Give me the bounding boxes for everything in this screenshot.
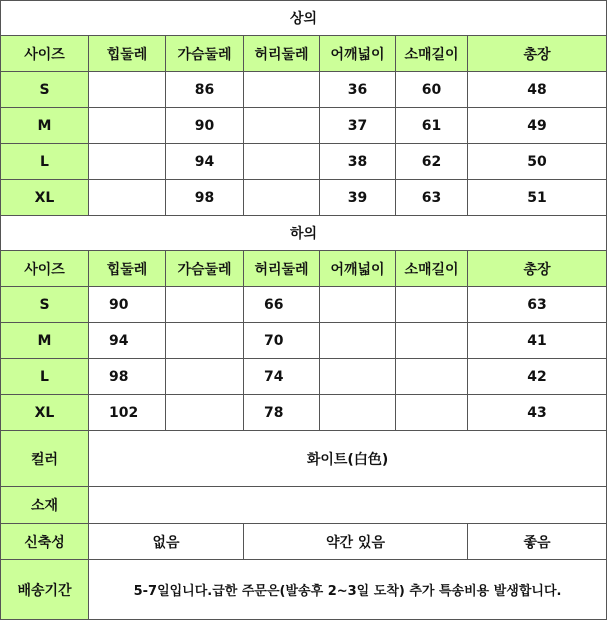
table-row <box>1 144 607 180</box>
header-chest: 가슴둘레 <box>166 36 244 72</box>
waist-cell: 70 <box>244 323 320 359</box>
table-row <box>1 72 607 108</box>
chest-cell: 86 <box>166 72 244 108</box>
header-sleeve: 소매길이 <box>396 36 468 72</box>
size-cell: M <box>1 108 89 144</box>
shipping-label: 배송기간 <box>1 560 89 620</box>
sleeve-cell: 60 <box>396 72 468 108</box>
size-cell: XL <box>1 180 89 216</box>
hip-cell: 102 <box>89 395 166 431</box>
size-cell: L <box>1 144 89 180</box>
table-row <box>1 180 607 216</box>
sleeve-cell: 62 <box>396 144 468 180</box>
hip-cell: 94 <box>89 323 166 359</box>
size-cell: XL <box>1 395 89 431</box>
chest-cell <box>166 323 244 359</box>
waist-cell: 66 <box>244 287 320 323</box>
table-row <box>1 323 607 359</box>
hip-cell <box>89 108 166 144</box>
chest-cell <box>166 287 244 323</box>
size-cell: S <box>1 72 89 108</box>
shoulder-cell: 37 <box>320 108 396 144</box>
header-size: 사이즈 <box>1 251 89 287</box>
shoulder-cell: 39 <box>320 180 396 216</box>
hip-cell: 98 <box>89 359 166 395</box>
length-cell: 50 <box>468 144 607 180</box>
color-row <box>1 431 607 487</box>
shoulder-cell <box>320 395 396 431</box>
waist-cell <box>244 108 320 144</box>
stretch-label: 신축성 <box>1 524 89 560</box>
shoulder-cell <box>320 359 396 395</box>
sleeve-cell <box>396 395 468 431</box>
shipping-row <box>1 560 607 620</box>
header-size: 사이즈 <box>1 36 89 72</box>
chest-cell <box>166 359 244 395</box>
length-cell: 63 <box>468 287 607 323</box>
stretch-option-good: 좋음 <box>468 524 607 560</box>
hip-cell <box>89 144 166 180</box>
header-shoulder: 어깨넓이 <box>320 36 396 72</box>
hip-cell <box>89 180 166 216</box>
material-value <box>89 487 607 524</box>
hip-cell <box>89 72 166 108</box>
length-cell: 41 <box>468 323 607 359</box>
sleeve-cell: 61 <box>396 108 468 144</box>
header-waist: 허리둘레 <box>244 251 320 287</box>
table-row <box>1 395 607 431</box>
chest-cell: 98 <box>166 180 244 216</box>
shipping-value: 5-7일입니다.급한 주문은(발송후 2~3일 도착) 추가 특송비용 발생합니다. <box>89 560 607 620</box>
size-cell: S <box>1 287 89 323</box>
shoulder-cell <box>320 287 396 323</box>
header-chest: 가슴둘레 <box>166 251 244 287</box>
header-hip: 힙둘레 <box>89 36 166 72</box>
material-row <box>1 487 607 524</box>
chest-cell: 94 <box>166 144 244 180</box>
header-sleeve: 소매길이 <box>396 251 468 287</box>
color-value: 화이트(白色) <box>89 431 607 487</box>
header-waist: 허리둘레 <box>244 36 320 72</box>
header-length: 총장 <box>468 251 607 287</box>
shoulder-cell: 38 <box>320 144 396 180</box>
sleeve-cell: 63 <box>396 180 468 216</box>
shoulder-cell <box>320 323 396 359</box>
header-shoulder: 어깨넓이 <box>320 251 396 287</box>
stretch-option-none: 없음 <box>89 524 244 560</box>
length-cell: 49 <box>468 108 607 144</box>
size-cell: L <box>1 359 89 395</box>
waist-cell <box>244 180 320 216</box>
sleeve-cell <box>396 359 468 395</box>
sleeve-cell <box>396 287 468 323</box>
bottom-header-row <box>1 251 607 287</box>
stretch-row <box>1 524 607 560</box>
table-row <box>1 287 607 323</box>
sleeve-cell <box>396 323 468 359</box>
length-cell: 43 <box>468 395 607 431</box>
top-section-title: 상의 <box>1 1 607 36</box>
chest-cell <box>166 395 244 431</box>
length-cell: 51 <box>468 180 607 216</box>
bottom-section-title-row <box>1 216 607 251</box>
color-label: 컬러 <box>1 431 89 487</box>
hip-cell: 90 <box>89 287 166 323</box>
length-cell: 48 <box>468 72 607 108</box>
table-row <box>1 359 607 395</box>
length-cell: 42 <box>468 359 607 395</box>
top-header-row <box>1 36 607 72</box>
bottom-section-title: 하의 <box>1 216 607 251</box>
header-length: 총장 <box>468 36 607 72</box>
stretch-option-some: 약간 있음 <box>244 524 468 560</box>
waist-cell <box>244 144 320 180</box>
table-row <box>1 108 607 144</box>
header-hip: 힙둘레 <box>89 251 166 287</box>
size-cell: M <box>1 323 89 359</box>
material-label: 소재 <box>1 487 89 524</box>
waist-cell: 74 <box>244 359 320 395</box>
shoulder-cell: 36 <box>320 72 396 108</box>
top-section-title-row <box>1 1 607 36</box>
waist-cell <box>244 72 320 108</box>
chest-cell: 90 <box>166 108 244 144</box>
waist-cell: 78 <box>244 395 320 431</box>
